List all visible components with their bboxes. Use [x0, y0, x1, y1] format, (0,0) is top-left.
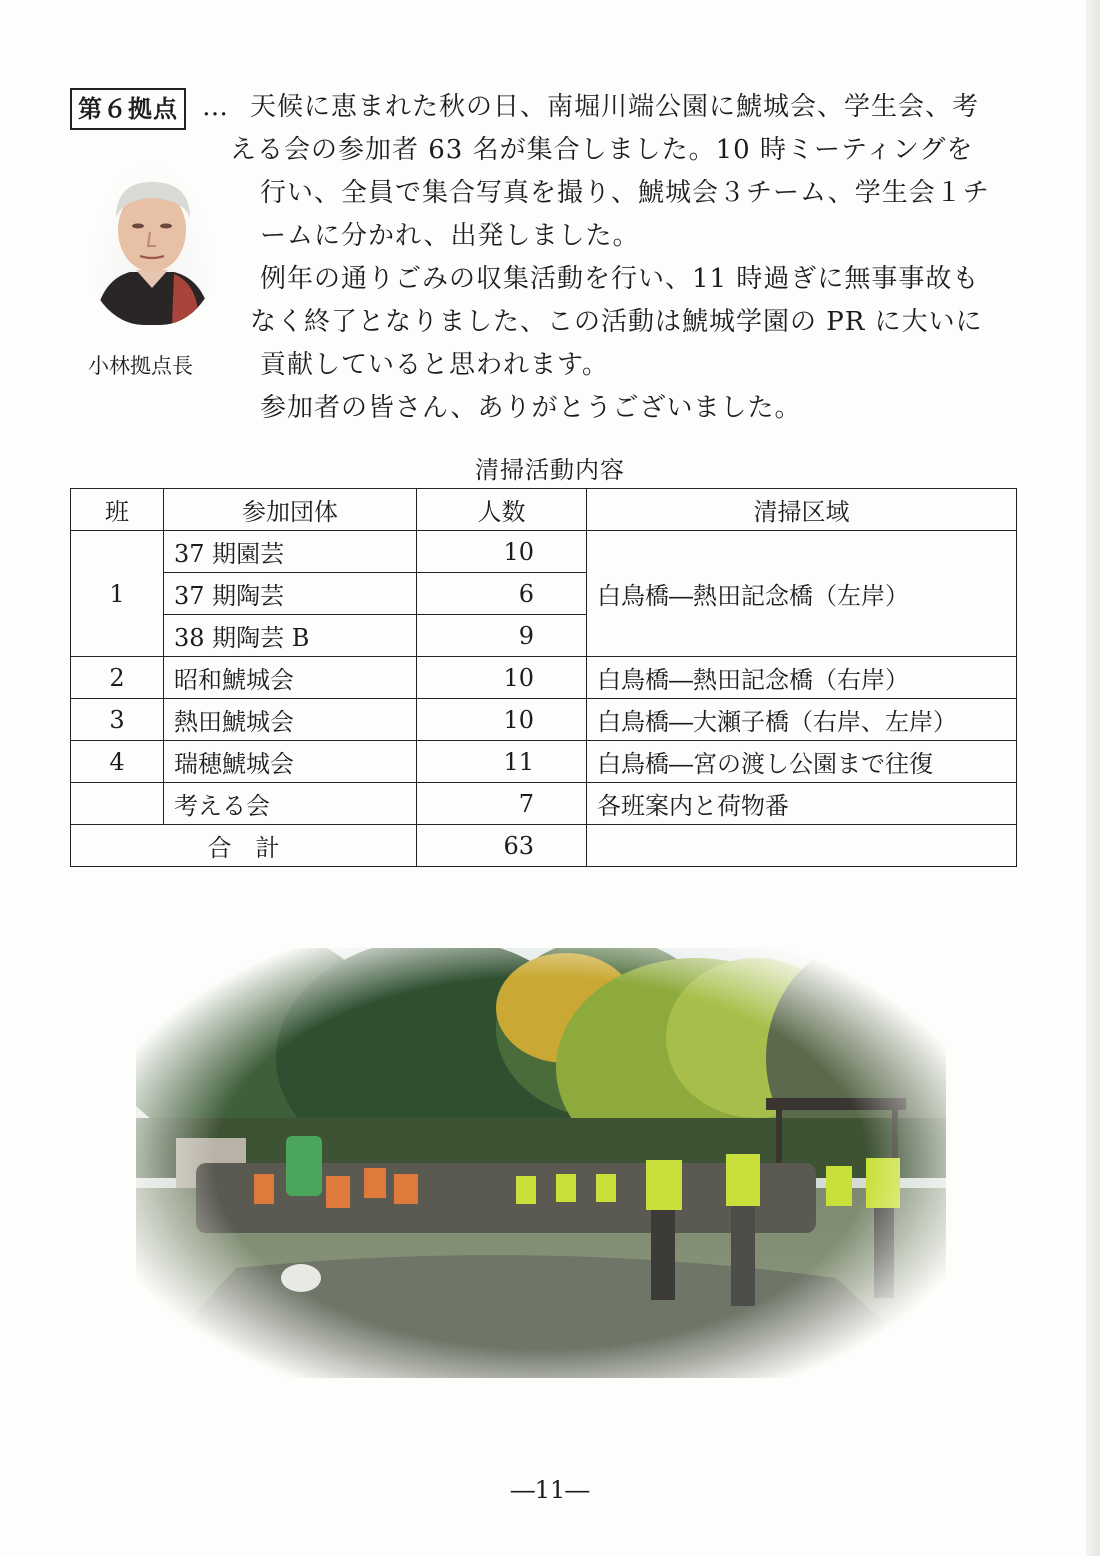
report-line-6: なく終了となりました、この活動は鯱城学園の PR に大いに	[250, 307, 983, 337]
report-line-2: える会の参加者 63 名が集合しました。10 時ミーティングを	[230, 135, 974, 165]
han-cell: 3	[71, 699, 164, 741]
group-cell: 考える会	[164, 783, 417, 825]
count-cell: 10	[417, 531, 587, 573]
table-row	[71, 741, 1017, 783]
area-cell: 白鳥橋―熱田記念橋（左岸）	[587, 531, 1017, 657]
group-cell: 瑞穂鯱城会	[164, 741, 417, 783]
section-ellipsis: …	[202, 92, 228, 122]
total-label: 合 計	[71, 825, 417, 867]
group-cell: 37 期陶芸	[164, 573, 417, 615]
table-row	[71, 531, 1017, 573]
table-row	[71, 783, 1017, 825]
area-cell: 白鳥橋―熱田記念橋（右岸）	[587, 657, 1017, 699]
total-area-empty	[587, 825, 1017, 867]
count-cell: 11	[417, 741, 587, 783]
header-area: 清掃区域	[587, 489, 1017, 531]
count-cell: 7	[417, 783, 587, 825]
group-cell: 昭和鯱城会	[164, 657, 417, 699]
table-total-row	[71, 825, 1017, 867]
count-cell: 6	[417, 573, 587, 615]
group-cell: 38 期陶芸 B	[164, 615, 417, 657]
count-cell: 10	[417, 699, 587, 741]
header-group: 参加団体	[164, 489, 417, 531]
report-line-1: 天候に恵まれた秋の日、南堀川端公園に鯱城会、学生会、考	[250, 92, 980, 122]
han-cell: 2	[71, 657, 164, 699]
area-cell: 各班案内と荷物番	[587, 783, 1017, 825]
table-row	[71, 657, 1017, 699]
table-title: 清掃活動内容	[475, 456, 625, 484]
total-count: 63	[417, 825, 587, 867]
table-row	[71, 699, 1017, 741]
report-line-4: ームに分かれ、出発しました。	[260, 221, 640, 251]
area-cell: 白鳥橋―大瀬子橋（右岸、左岸）	[587, 699, 1017, 741]
leader-portrait	[86, 160, 218, 325]
report-line-3: 行い、全員で集合写真を撮り、鯱城会３チーム、学生会１チ	[260, 178, 990, 208]
report-line-7: 貢献していると思われます。	[260, 350, 609, 380]
count-cell: 10	[417, 657, 587, 699]
cleaning-activity-table	[70, 488, 1017, 867]
portrait-caption: 小林拠点長	[88, 354, 193, 378]
page-edge-shadow	[1086, 0, 1100, 1556]
section-label: 第６拠点	[70, 88, 186, 130]
header-han: 班	[71, 489, 164, 531]
table-header-row	[71, 489, 1017, 531]
header-count: 人数	[417, 489, 587, 531]
han-cell: 4	[71, 741, 164, 783]
area-cell: 白鳥橋―宮の渡し公園まで往復	[587, 741, 1017, 783]
report-line-5: 例年の通りごみの収集活動を行い、11 時過ぎに無事事故も	[260, 264, 980, 294]
group-cell: 熱田鯱城会	[164, 699, 417, 741]
group-photo	[136, 948, 946, 1378]
group-cell: 37 期園芸	[164, 531, 417, 573]
page-number: ―11―	[510, 1476, 590, 1504]
han-cell: 1	[71, 531, 164, 657]
han-cell	[71, 783, 164, 825]
count-cell: 9	[417, 615, 587, 657]
report-line-8: 参加者の皆さん、ありがとうございました。	[260, 393, 802, 423]
